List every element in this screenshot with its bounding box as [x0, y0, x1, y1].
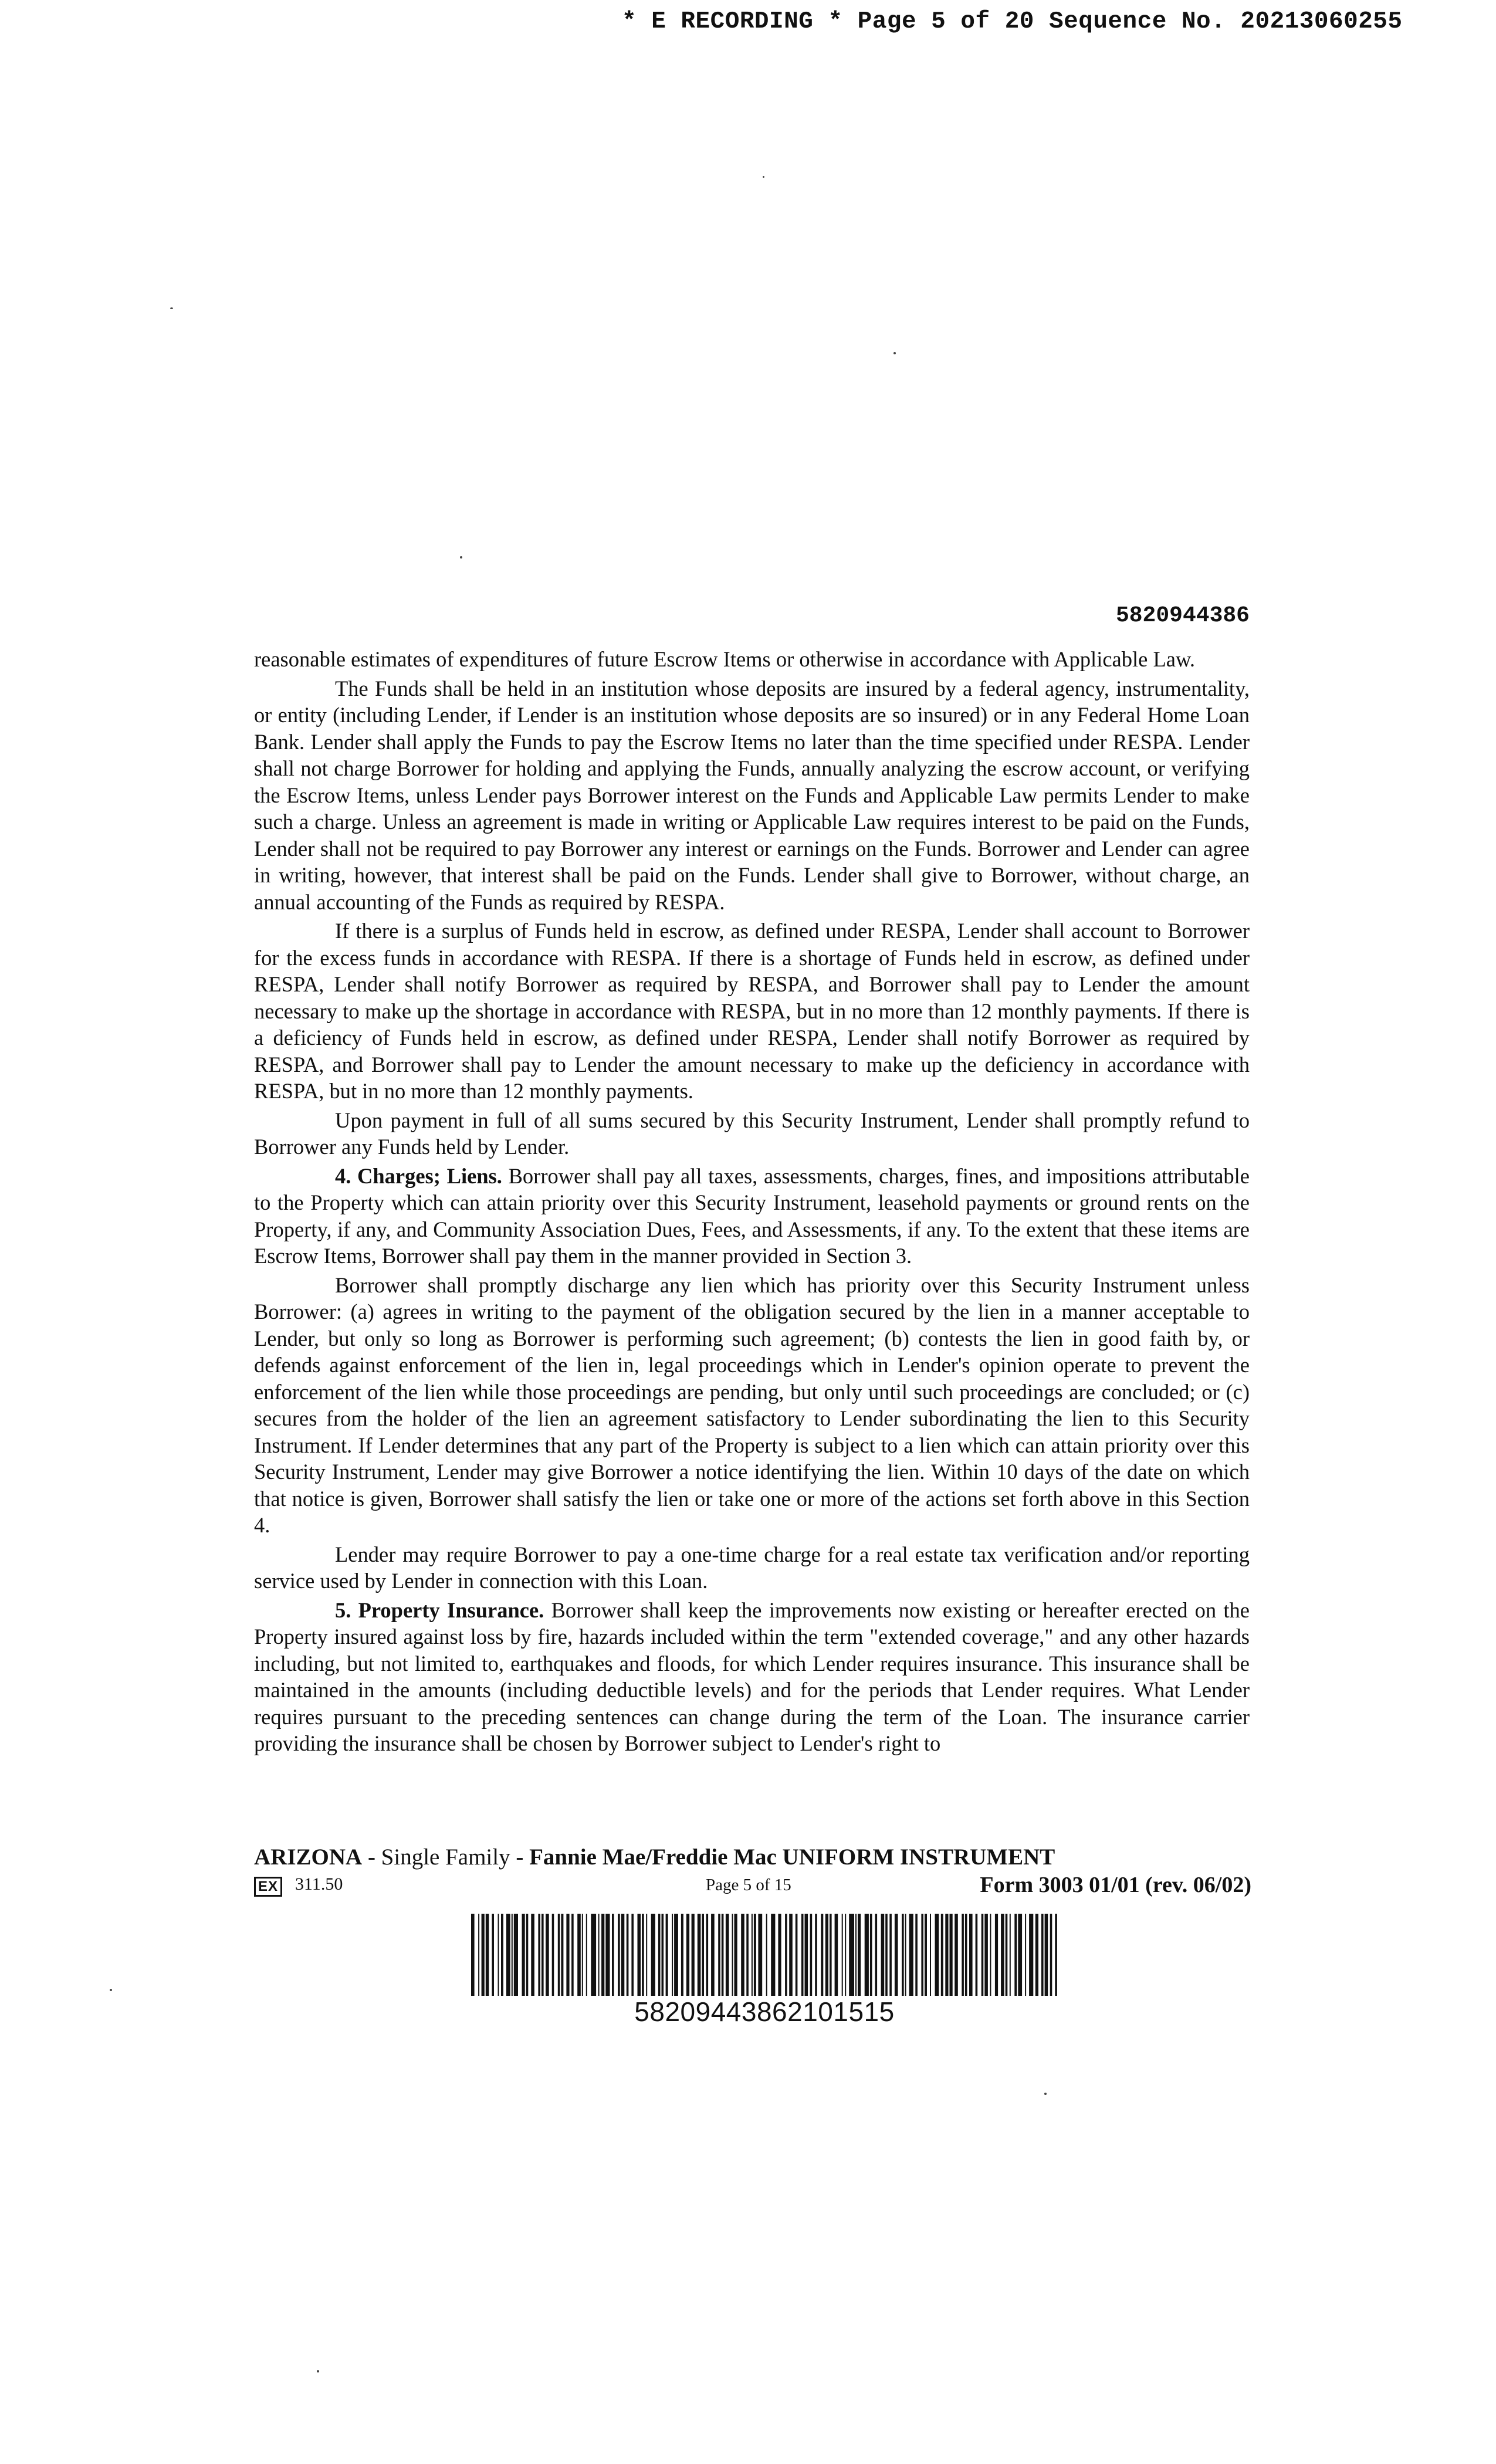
barcode-bar	[571, 1914, 574, 1996]
barcode-bar	[582, 1914, 583, 1996]
barcode-bar	[1041, 1914, 1044, 1996]
scan-speck	[110, 1989, 112, 1991]
barcode-bar	[498, 1914, 499, 1996]
barcode-bar	[674, 1914, 678, 1996]
barcode-bar	[561, 1914, 563, 1996]
form-badge: EX	[254, 1877, 282, 1897]
footer-instrument: Fannie Mae/Freddie Mac UNIFORM INSTRUMENT	[529, 1844, 1055, 1870]
barcode-bar	[801, 1914, 804, 1996]
barcode-bar	[492, 1914, 494, 1996]
scan-speck	[170, 307, 173, 309]
recording-header: * E RECORDING * Page 5 of 20 Sequence No. 20213060255	[622, 8, 1403, 35]
barcode-bar	[658, 1914, 661, 1996]
form-number: Form 3003 01/01 (rev. 06/02)	[980, 1873, 1251, 1897]
barcode-bar	[842, 1914, 843, 1996]
paragraph	[254, 1163, 1250, 1270]
barcode-bar	[835, 1914, 838, 1996]
barcode-bar	[702, 1914, 704, 1996]
barcode-bar	[526, 1914, 529, 1996]
barcode-bar	[651, 1914, 655, 1996]
scan-speck	[763, 176, 764, 178]
paragraph	[254, 918, 1250, 1105]
barcode-bar	[531, 1914, 534, 1996]
barcode-bar	[646, 1914, 647, 1996]
barcode-bar	[965, 1914, 967, 1996]
barcode-bar	[627, 1914, 629, 1996]
barcode-bar	[1010, 1914, 1011, 1996]
barcode-bar	[754, 1914, 756, 1996]
barcode-bar	[962, 1914, 964, 1996]
barcode-bar	[722, 1914, 724, 1996]
barcode-bar	[771, 1914, 775, 1996]
barcode-bar	[870, 1914, 872, 1996]
barcode-bar	[981, 1914, 984, 1996]
paragraph-text: The Funds shall be held in an institution whose deposits are insured by a federal agency, instrumentality, or entity (including Lender, if Lender is an institution whose deposits are so insured) or in any Federal Home Loan Bank. Lender shall apply the Funds to pay the Escrow Items no later than the time specified under RESPA. Lender shall not charge Borrower for holding and applying the Funds, annually analyzing the escrow account, or verifying the Escrow Items, unless Lender pays Borrower interest on the Funds and Applicable Law permits Lender to make such a charge. Unless an agreement is made in writing or Applicable Law requires interest to be paid on the Funds, Lender shall not be required to pay Borrower any interest or earnings on the Funds. Borrower and Lender can agree in writing, however, that interest shall be paid on the Funds. Lender shall give to Borrower, without charge, an annual accounting of the Funds as required by RESPA.	[254, 676, 1250, 914]
barcode-bar	[984, 1914, 988, 1996]
barcode-bar	[618, 1914, 620, 1996]
barcode-bar	[796, 1914, 798, 1996]
page-number: Page 5 of 15	[706, 1876, 791, 1894]
barcode-bar	[598, 1914, 600, 1996]
barcode-bar	[482, 1914, 485, 1996]
barcode-bar	[746, 1914, 749, 1996]
scan-speck	[1044, 2093, 1047, 2095]
barcode-bar	[612, 1914, 614, 1996]
barcode-bar	[566, 1914, 569, 1996]
barcode-bar	[955, 1914, 958, 1996]
paragraph-text: Borrower shall keep the improvements now existing or hereafter erected on the Property insured against loss by fire, hazards included within the term "extended coverage," and any other hazards including, but not limited to, earthquakes and floods, for which Lender requires insurance. This insurance shall be maintained in the amounts (including deductible levels) and for the periods that Lender requires. What Lender requires pursuant to the preceding sentences can change during the term of the Loan. The insurance carrier providing the insurance shall be chosen by Borrower subject to Lender's right to	[254, 1597, 1250, 1755]
barcode-bar	[849, 1914, 854, 1996]
barcode-bar	[586, 1914, 587, 1996]
barcode-bar	[486, 1914, 489, 1996]
barcode-bar	[478, 1914, 479, 1996]
barcode-bar	[681, 1914, 683, 1996]
barcode	[471, 1914, 1058, 1996]
barcode-bar	[1055, 1914, 1057, 1996]
barcode-bar	[541, 1914, 544, 1996]
paragraph-text: Lender may require Borrower to pay a one-time charge for a real estate tax verification and/or reporting service used by Lender in connection with this Loan.	[254, 1542, 1250, 1593]
barcode-bar	[577, 1914, 581, 1996]
barcode-bar	[845, 1914, 846, 1996]
barcode-bar	[672, 1914, 673, 1996]
barcode-bar	[642, 1914, 644, 1996]
barcode-bar	[718, 1914, 720, 1996]
barcode-bar	[752, 1914, 753, 1996]
barcode-bar	[605, 1914, 610, 1996]
barcode-bar	[735, 1914, 737, 1996]
barcode-bar	[512, 1914, 513, 1996]
barcode-bar	[698, 1914, 701, 1996]
barcode-bar	[805, 1914, 808, 1996]
barcode-bar	[638, 1914, 641, 1996]
barcode-bar	[1006, 1914, 1008, 1996]
barcode-bar	[925, 1914, 927, 1996]
barcode-bar	[1025, 1914, 1026, 1996]
barcode-bar	[546, 1914, 549, 1996]
barcode-bar	[726, 1914, 729, 1996]
barcode-bar	[766, 1914, 767, 1996]
barcode-bar	[1018, 1914, 1022, 1996]
barcode-bar	[825, 1914, 828, 1996]
barcode-number: 58209443862101515	[634, 1996, 895, 2027]
barcode-bar	[501, 1914, 503, 1996]
barcode-bar	[778, 1914, 781, 1996]
barcode-bar	[1029, 1914, 1033, 1996]
document-body	[254, 646, 1250, 1759]
scan-speck	[893, 352, 896, 354]
barcode-bar	[889, 1914, 892, 1996]
barcode-bar	[995, 1914, 998, 1996]
form-code: 311.50	[295, 1874, 343, 1894]
barcode-bar	[1035, 1914, 1038, 1996]
paragraph	[254, 1597, 1250, 1757]
paragraph	[254, 646, 1250, 673]
barcode-bar	[538, 1914, 540, 1996]
barcode-bar	[631, 1914, 634, 1996]
section-heading: 4. Charges; Liens.	[335, 1163, 502, 1188]
barcode-bar	[865, 1914, 869, 1996]
paragraph	[254, 1541, 1250, 1595]
barcode-bar	[552, 1914, 554, 1996]
barcode-bar	[830, 1914, 832, 1996]
barcode-bar	[558, 1914, 560, 1996]
paragraph-text: Borrower shall promptly discharge any lien which has priority over this Security Instrument unless Borrower: (a) agrees in writing to the payment of the obligation secured by the lien in a manner acceptable to Lender, but only so long as Borrower is performing such agreement; (b) contests the lien in good faith by, or defends against enforcement of the lien in, legal proceedings which in Lender's opinion operate to prevent the enforcement of the lien while those proceedings are pending, but only until such proceedings are concluded; or (c) secures from the holder of the lien an agreement satisfactory to Lender subordinating the lien to this Security Instrument. If Lender determines that any part of the Property is subject to a lien which can attain priority over this Security Instrument, Lender may give Borrower a notice identifying the lien. Within 10 days of the date on which that notice is given, Borrower shall satisfy the lien or take one or more of the actions set forth above in this Section 4.	[254, 1272, 1250, 1537]
barcode-bar	[905, 1914, 906, 1996]
barcode-bar	[902, 1914, 904, 1996]
barcode-bar	[1045, 1914, 1048, 1996]
barcode-bar	[895, 1914, 898, 1996]
barcode-bar	[1014, 1914, 1017, 1996]
barcode-bar	[969, 1914, 973, 1996]
section-heading: 5. Property Insurance.	[335, 1597, 544, 1622]
paragraph	[254, 1272, 1250, 1539]
barcode-bar	[935, 1914, 939, 1996]
barcode-bar	[732, 1914, 733, 1996]
barcode-bar	[990, 1914, 991, 1996]
barcode-bar	[666, 1914, 668, 1996]
barcode-bar	[711, 1914, 715, 1996]
barcode-bar	[591, 1914, 596, 1996]
barcode-bar	[785, 1914, 787, 1996]
barcode-bar	[930, 1914, 931, 1996]
barcode-bar	[976, 1914, 978, 1996]
paragraph-text: reasonable estimates of expenditures of future Escrow Items or otherwise in accordance with Applicable Law.	[254, 647, 1196, 671]
footer-separator: - Single Family -	[362, 1844, 530, 1870]
barcode-bar	[881, 1914, 885, 1996]
barcode-bar	[686, 1914, 689, 1996]
barcode-bar	[855, 1914, 857, 1996]
barcode-bar	[514, 1914, 518, 1996]
paragraph-text: Upon payment in full of all sums secured by this Security Instrument, Lender shall promptly refund to Borrower any Funds held by Lender.	[254, 1108, 1250, 1159]
barcode-bar	[810, 1914, 813, 1996]
barcode-bar	[950, 1914, 953, 1996]
barcode-bar	[789, 1914, 793, 1996]
scan-speck	[460, 556, 462, 559]
barcode-bar	[692, 1914, 695, 1996]
barcode-bar	[601, 1914, 604, 1996]
barcode-bar	[1001, 1914, 1004, 1996]
barcode-bar	[858, 1914, 861, 1996]
barcode-bar	[471, 1914, 475, 1996]
barcode-bar	[662, 1914, 664, 1996]
loan-number: 5820944386	[1115, 603, 1250, 628]
scan-speck	[317, 2370, 319, 2372]
barcode-bar	[945, 1914, 948, 1996]
barcode-bar	[758, 1914, 762, 1996]
paragraph-text: If there is a surplus of Funds held in escrow, as defined under RESPA, Lender shall account to Borrower for the excess funds in accordance with RESPA. If there is a shortage of Funds held in escrow, as defined under RESPA, Lender shall notify Borrower as required by RESPA, and Borrower shall pay to Lender the amount necessary to make up the shortage in accordance with RESPA, but in no more than 12 monthly payments. If there is a deficiency of Funds held in escrow, as defined under RESPA, Lender shall notify Borrower as required by RESPA, and Borrower shall pay to Lender the amount necessary to make up the deficiency in accordance with RESPA, but in no more than 12 monthly payments.	[254, 919, 1250, 1103]
barcode-bar	[706, 1914, 709, 1996]
barcode-bar	[875, 1914, 878, 1996]
barcode-bar	[909, 1914, 913, 1996]
barcode-bar	[885, 1914, 888, 1996]
barcode-bar	[506, 1914, 510, 1996]
barcode-bar	[621, 1914, 625, 1996]
barcode-bar	[941, 1914, 943, 1996]
barcode-bar	[915, 1914, 918, 1996]
footer-row	[254, 1873, 1251, 1903]
paragraph-text: Borrower shall pay all taxes, assessments, charges, fines, and impositions attributable to the Property which can attain priority over this Security Instrument, leasehold payments or ground rents on the Property, if any, and Community Association Dues, Fees, and Assessments, if any. To the extent that these items are Escrow Items, Borrower shall pay them in the manner provided in Section 3.	[254, 1163, 1250, 1268]
barcode-bar	[921, 1914, 923, 1996]
footer-title	[254, 1844, 1251, 1870]
paragraph	[254, 675, 1250, 916]
paragraph	[254, 1107, 1250, 1160]
barcode-bar	[1050, 1914, 1052, 1996]
barcode-bar	[522, 1914, 525, 1996]
footer-state: ARIZONA	[254, 1844, 363, 1870]
barcode-bar	[741, 1914, 744, 1996]
barcode-bar	[815, 1914, 817, 1996]
barcode-bar	[821, 1914, 823, 1996]
